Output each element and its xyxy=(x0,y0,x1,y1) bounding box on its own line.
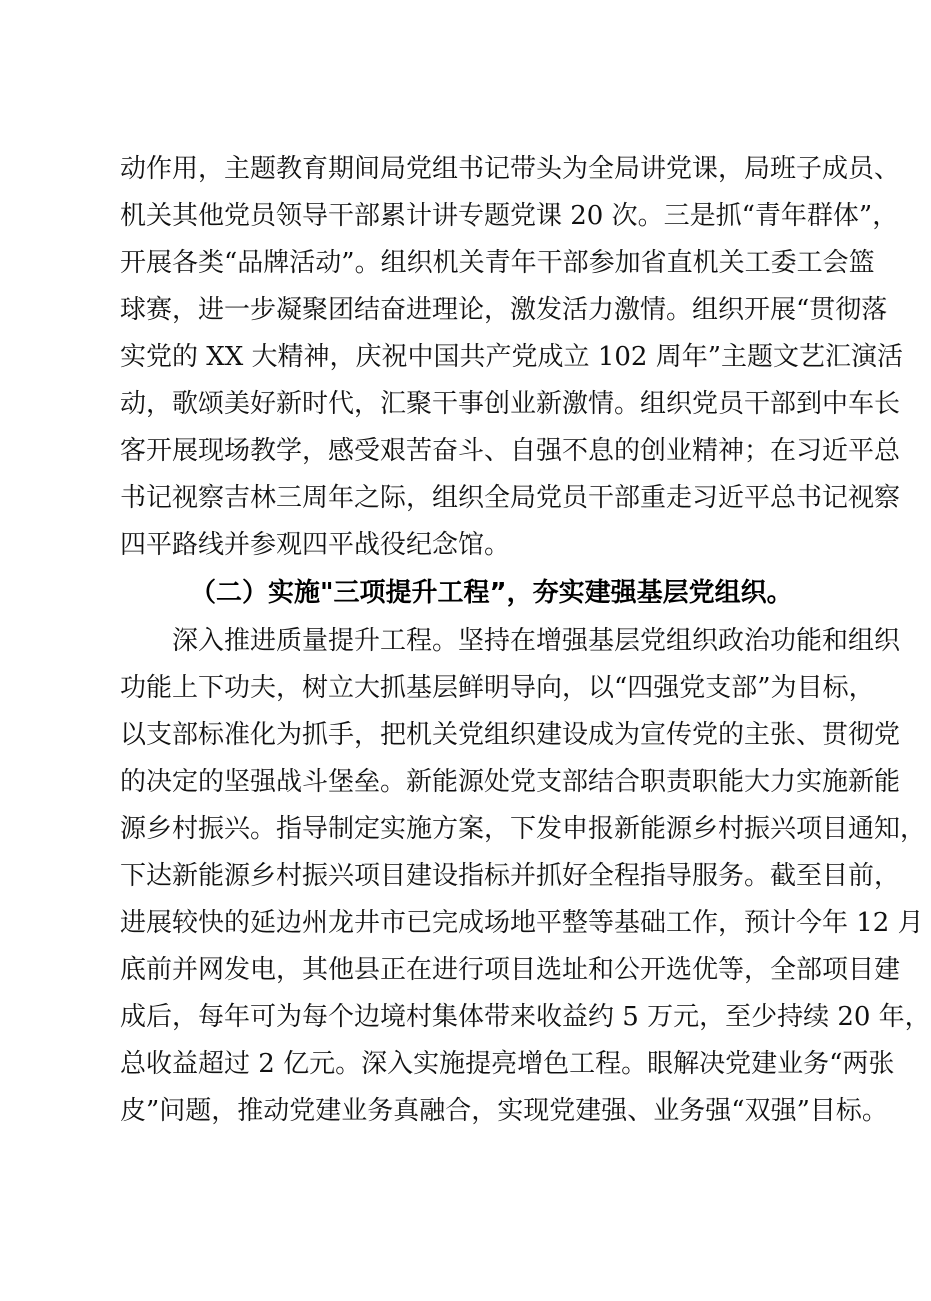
paragraph-line: 成后，每年可为每个边境村集体带来收益约 5 万元，至少持续 20 年， xyxy=(120,1002,931,1032)
paragraph-line: 的决定的坚强战斗堡垒。新能源处党支部结合职责职能大力实施新能 xyxy=(120,767,901,797)
paragraph-line: 动，歌颂美好新时代，汇聚干事创业新激情。组织党员干部到中车长 xyxy=(120,389,901,419)
paragraph-line: 机关其他党员领导干部累计讲专题党课 20 次。三是抓“青年群体”， xyxy=(120,201,899,231)
paragraph-line: 开展各类“品牌活动”。组织机关青年干部参加省直机关工委工会篮 xyxy=(120,248,875,278)
paragraph-line: 总收益超过 2 亿元。深入实施提亮增色工程。眼解决党建业务“两张 xyxy=(120,1049,895,1079)
paragraph-line: 进展较快的延边州龙井市已完成场地平整等基础工作，预计今年 12 月 xyxy=(120,908,924,938)
paragraph-line: 下达新能源乡村振兴项目建设指标并抓好全程指导服务。截至目前， xyxy=(120,861,901,891)
paragraph-line: 源乡村振兴。指导制定实施方案，下发申报新能源乡村振兴项目通知， xyxy=(120,814,927,844)
paragraph-line: 实党的 XX 大精神，庆祝中国共产党成立 102 周年”主题文艺汇演活 xyxy=(120,342,903,372)
paragraph-line: 动作用，主题教育期间局党组书记带头为全局讲党课，局班子成员、 xyxy=(120,154,901,184)
paragraph-line: 功能上下功夫，树立大抓基层鲜明导向，以“四强党支部”为目标， xyxy=(120,673,875,703)
paragraph-line: 书记视察吉林三周年之际，组织全局党员干部重走习近平总书记视察 xyxy=(120,483,901,513)
paragraph-line: 皮”问题，推动党建业务真融合，实现党建强、业务强“双强”目标。 xyxy=(120,1096,888,1126)
paragraph-line: 以支部标准化为抓手，把机关党组织建设成为宣传党的主张、贯彻党 xyxy=(120,720,901,750)
paragraph-line: 底前并网发电，其他县正在进行项目选址和公开选优等，全部项目建 xyxy=(120,955,901,985)
paragraph-line: 客开展现场教学，感受艰苦奋斗、自强不息的创业精神；在习近平总 xyxy=(120,436,901,466)
section-heading: （二）实施"三项提升工程”，夯实建强基层党组织。 xyxy=(190,578,793,608)
paragraph-line: 球赛，进一步凝聚团结奋进理论，激发活力激情。组织开展“贯彻落 xyxy=(120,295,888,325)
paragraph-line: 四平路线并参观四平战役纪念馆。 xyxy=(120,530,511,560)
paragraph-line: 深入推进质量提升工程。坚持在增强基层党组织政治功能和组织 xyxy=(172,626,901,656)
